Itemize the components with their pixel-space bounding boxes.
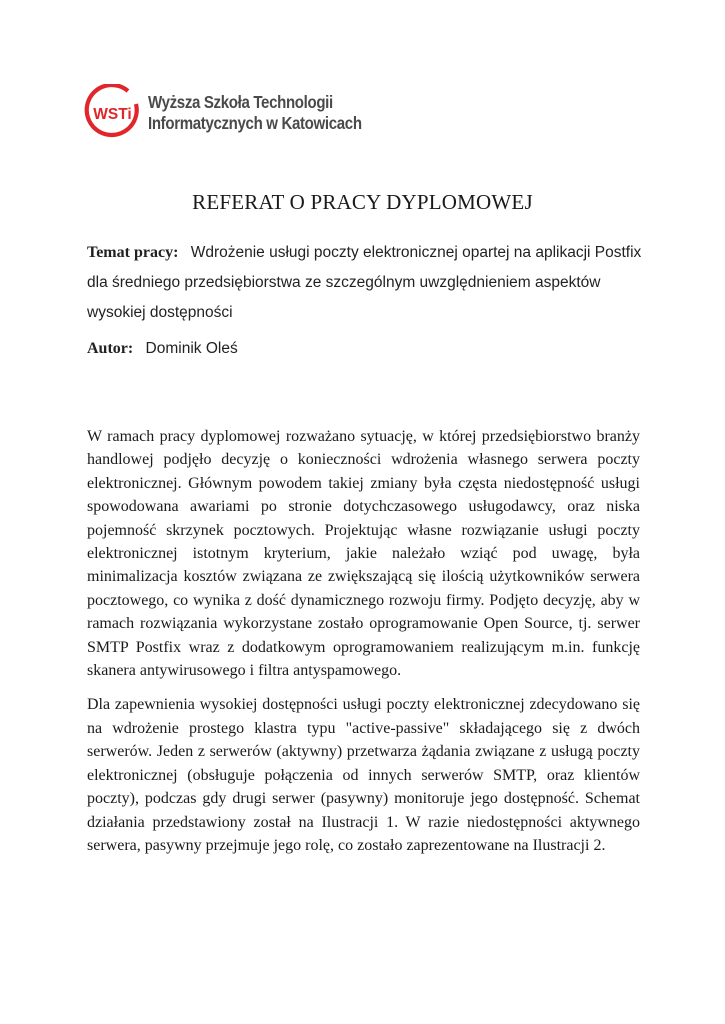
institution-name <box>148 92 362 134</box>
paragraph: W ramach pracy dyplomowej rozważano sytuację, w której przedsiębiorstwo branży handlowej podjęło decyzję o konieczności wdrożenia własnego serwera poczty elektronicznej. Głównym powodem takiej zmiany była częsta niedostępność usługi spowodowana awariami po stronie dotychczasowego usługodawcy, oraz niska pojemność skrzynek pocztowych. Projektując własne rozwiązanie usługi poczty elektronicznej istotnym kryterium, jakie należało wziąć pod uwagę, była minimalizacja kosztów związana ze zwiększającą się ilością użytkowników serwera pocztowego, co wynika z dość dynamicznego rozwoju firmy. Podjęto decyzję, aby w ramach rozwiązania wykorzystane zostało oprogramowanie Open Source, tj. serwer SMTP Postfix wraz z dodatkowym oprogramowaniem realizującym m.in. funkcję skanera antywirusowego i filtra antyspamowego. <box>87 428 640 680</box>
author-block <box>87 340 238 358</box>
topic-label: Temat pracy: <box>87 244 179 261</box>
page-title: REFERAT O PRACY DYPLOMOWEJ <box>192 190 533 214</box>
logo-wordmark: WSTi <box>93 106 132 123</box>
author-name: Dominik Oleś <box>145 340 238 357</box>
body-text <box>87 425 640 868</box>
topic-text: Wdrożenie usługi poczty elektronicznej opartej na aplikacji Postfix dla średniego przedsiębiorstwa ze szczególnym uwzględnieniem aspektów wysokiej dostępności <box>87 244 642 321</box>
institution-header <box>84 84 396 142</box>
topic-block <box>87 238 647 328</box>
wsti-logo-icon <box>84 84 142 142</box>
paragraph: Dla zapewnienia wysokiej dostępności usługi poczty elektronicznej zdecydowano się na wdrożenie prostego klastra typu "active-passive" składającego się z dwóch serwerów. Jeden z serwerów (aktywny) przetwarza żądania związane z usługą poczty elektronicznej (obsługuje połączenia od innych serwerów SMTP, oraz klientów poczty), podczas gdy drugi serwer (pasywny) monitoruje jego dostępność. Schemat działania przedstawiony został na Ilustracji 1. W razie niedostępności aktywnego serwera, pasywny przejmuje jego rolę, co zostało zaprezentowane na Ilustracji 2. <box>87 696 640 854</box>
institution-name-line2: Informatycznych w Katowicach <box>148 113 362 133</box>
institution-name-line1: Wyższa Szkoła Technologii <box>148 92 333 112</box>
author-label: Autor: <box>87 340 134 357</box>
